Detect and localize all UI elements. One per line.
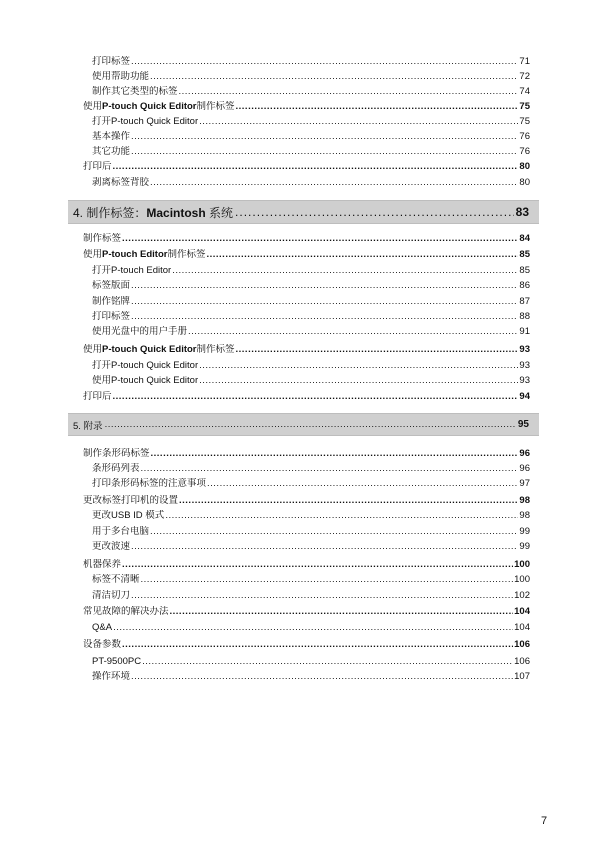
dot-leader [131, 311, 518, 323]
toc-entry-major[interactable] [83, 448, 530, 460]
toc-entry-title: 打开P-touch Editor [92, 265, 172, 276]
toc-entry-page: 100 [514, 559, 530, 570]
dot-leader [151, 448, 519, 460]
chapter-title [73, 204, 233, 221]
dot-leader [131, 296, 518, 308]
dot-leader [105, 419, 516, 430]
toc-entry-major[interactable] [83, 606, 530, 618]
toc-entry-title: 设备参数 [83, 639, 122, 650]
chapter-heading[interactable] [68, 413, 539, 436]
toc-entry-page: 93 [519, 360, 530, 371]
toc-entry[interactable] [92, 590, 530, 602]
toc-entry-page: 91 [519, 326, 530, 337]
dot-leader [188, 326, 518, 338]
title-product: P-touch Editor [102, 249, 168, 260]
toc-entry-title: 制作标签 [83, 233, 122, 244]
chapter-heading[interactable] [68, 200, 539, 224]
dot-leader [122, 233, 518, 245]
toc-entry[interactable] [92, 177, 530, 189]
dot-leader [141, 463, 519, 475]
toc-entry-page: 93 [519, 344, 530, 355]
toc-entry-title: 制作铭牌 [92, 296, 131, 307]
toc-entry-page: 102 [514, 590, 530, 601]
toc-entry-page: 76 [519, 131, 530, 142]
dot-leader [131, 56, 518, 68]
title-suffix: 制作标签 [196, 344, 235, 355]
title-suffix: 制作标签 [196, 101, 235, 112]
toc-entry[interactable] [92, 296, 530, 308]
toc-entry-page: 106 [514, 656, 530, 667]
toc-entry-page: 84 [519, 233, 530, 244]
toc-entry-title: 制作条形码标签 [83, 448, 150, 459]
page-number: 7 [541, 815, 548, 827]
toc-entry-page: 94 [519, 391, 530, 402]
toc-entry-title: 更改USB ID 模式 [92, 510, 165, 521]
toc-entry-page: 97 [519, 478, 530, 489]
dot-leader [131, 590, 513, 602]
toc-entry-title: 打开P-touch Quick Editor [92, 116, 199, 127]
toc-entry-major[interactable] [83, 639, 530, 651]
toc-entry[interactable] [92, 478, 530, 490]
toc-entry-page: 107 [514, 671, 530, 682]
toc-entry-title: 打印标签 [92, 311, 131, 322]
toc-entry-page: 87 [519, 296, 530, 307]
chapter-title: 5. 附录 [73, 420, 103, 432]
toc-entry-title: 打开P-touch Quick Editor [92, 360, 199, 371]
toc-entry-page: 98 [519, 510, 530, 521]
dot-leader [122, 639, 513, 651]
toc-entry-page: 106 [514, 639, 530, 650]
toc-entry-major[interactable] [83, 249, 530, 261]
toc-entry[interactable] [92, 622, 530, 634]
dot-leader [131, 146, 518, 158]
toc-entry-major[interactable] [83, 233, 530, 245]
toc-entry-title: 打印条形码标签的注意事项 [92, 478, 207, 489]
dot-leader [131, 280, 518, 292]
dot-leader [150, 526, 518, 538]
toc-entry-page: 75 [519, 116, 530, 127]
toc-entry-page: 76 [519, 146, 530, 157]
chapter-title-platform: Macintosh [146, 205, 206, 220]
toc-entry-page: 85 [519, 249, 530, 260]
toc-entry[interactable] [92, 656, 530, 668]
toc-entry-page: 88 [519, 311, 530, 322]
dot-leader [131, 541, 518, 553]
toc-entry-title: 标签版面 [92, 280, 131, 291]
toc-entry-page: 80 [519, 161, 530, 172]
toc-entry-page: 74 [519, 86, 530, 97]
toc-entry-page: 96 [519, 463, 530, 474]
toc-entry[interactable] [92, 265, 530, 277]
toc-entry[interactable] [92, 280, 530, 292]
dot-leader [150, 71, 518, 83]
toc-entry-major[interactable] [83, 495, 530, 507]
dot-leader [165, 510, 518, 522]
toc-entry-major[interactable] [83, 161, 530, 173]
title-prefix: 使用 [83, 344, 103, 355]
toc-entry-title: 基本操作 [92, 131, 131, 142]
toc-entry[interactable] [92, 146, 530, 158]
toc-entry-page: 96 [519, 448, 530, 459]
toc-entry[interactable] [92, 311, 530, 323]
toc-entry-title: 常见故障的解决办法 [83, 606, 169, 617]
toc-entry-page: 104 [514, 622, 530, 633]
toc-entry-page: 93 [519, 375, 530, 386]
toc-entry-title [83, 101, 235, 113]
dot-leader [199, 360, 518, 372]
dot-leader [179, 495, 518, 507]
toc-entry-title: 更改标签打印机的设置 [83, 495, 179, 506]
toc-entry[interactable] [92, 510, 530, 522]
dot-leader [199, 375, 518, 387]
toc-entry-title: 标签不清晰 [92, 574, 140, 585]
toc-entry-page: 75 [519, 101, 530, 112]
toc-entry-page: 72 [519, 71, 530, 82]
toc-entry-title: 制作其它类型的标签 [92, 86, 178, 97]
dot-leader [141, 574, 514, 586]
toc-entry-page: 80 [519, 177, 530, 188]
toc-entry-title: 剥离标签背胶 [92, 177, 150, 188]
dot-leader [207, 478, 518, 490]
toc-entry[interactable] [92, 541, 530, 553]
title-prefix: 使用 [83, 249, 103, 260]
toc-entry[interactable] [92, 56, 530, 68]
toc-entry-title: 机器保养 [83, 559, 122, 570]
chapter-page: 95 [517, 419, 529, 430]
toc-entry-title: 打印标签 [92, 56, 131, 67]
toc-entry-title: 条形码列表 [92, 463, 140, 474]
dot-leader [172, 265, 518, 277]
dot-leader [199, 116, 518, 128]
toc-entry-title: 打印后 [83, 161, 112, 172]
chapter-title-prefix: 4. 制作标签： [73, 205, 147, 220]
toc-entry-page: 100 [514, 574, 530, 585]
toc-entry-title: 更改波速 [92, 541, 131, 552]
toc-entry-major[interactable] [83, 559, 530, 571]
title-product: P-touch Quick Editor [102, 101, 197, 112]
toc-entry[interactable] [92, 360, 530, 372]
dot-leader [150, 177, 518, 189]
toc-entry-major[interactable] [83, 101, 530, 113]
toc-entry-title: 用于多台电脑 [92, 526, 150, 537]
dot-leader [113, 391, 519, 403]
toc-entry-title: PT-9500PC [92, 656, 142, 667]
dot-leader [142, 656, 513, 668]
toc-entry-page: 99 [519, 541, 530, 552]
toc-entry-title: 使用P-touch Quick Editor [92, 375, 199, 386]
toc-entry[interactable] [92, 526, 530, 538]
toc-entry-page: 98 [519, 495, 530, 506]
toc-entry-title: Q&A [92, 622, 113, 633]
toc-entry[interactable] [92, 671, 530, 683]
dot-leader [206, 249, 518, 261]
dot-leader [179, 86, 519, 98]
toc-entry[interactable] [92, 375, 530, 387]
toc-entry[interactable] [92, 71, 530, 83]
toc-entry[interactable] [92, 86, 530, 98]
toc-entry-major[interactable] [83, 344, 530, 356]
title-product: P-touch Quick Editor [102, 344, 197, 355]
toc-entry[interactable] [92, 326, 530, 338]
toc-entry[interactable] [92, 574, 530, 586]
toc-entry[interactable] [92, 463, 530, 475]
toc-entry-page: 99 [519, 526, 530, 537]
toc-entry-title: 其它功能 [92, 146, 131, 157]
dot-leader [235, 205, 514, 219]
title-prefix: 使用 [83, 101, 103, 112]
title-suffix: 制作标签 [167, 249, 206, 260]
toc-entry-title: 使用光盘中的用户手册 [92, 326, 188, 337]
toc-entry-page: 71 [519, 56, 530, 67]
dot-leader [236, 344, 519, 356]
toc-entry-title: 清洁切刀 [92, 590, 131, 601]
toc-entry[interactable] [92, 116, 530, 128]
toc-entry-title: 操作环境 [92, 671, 131, 682]
toc-entry-title: 打印后 [83, 391, 112, 402]
toc-entry-page: 104 [514, 606, 530, 617]
dot-leader [170, 606, 514, 618]
dot-leader [236, 101, 519, 113]
dot-leader [113, 622, 513, 634]
chapter-title-suffix: 系统 [205, 205, 234, 220]
dot-leader [113, 161, 519, 173]
toc-entry-title [83, 249, 205, 261]
toc-entry-title: 使用帮助功能 [92, 71, 150, 82]
dot-leader [131, 671, 513, 683]
toc-entry-page: 86 [519, 280, 530, 291]
chapter-page: 83 [515, 205, 529, 219]
toc-entry-title [83, 344, 235, 356]
toc-entry[interactable] [92, 131, 530, 143]
dot-leader [131, 131, 518, 143]
toc-entry-major[interactable] [83, 391, 530, 403]
toc-entry-page: 85 [519, 265, 530, 276]
dot-leader [122, 559, 513, 571]
